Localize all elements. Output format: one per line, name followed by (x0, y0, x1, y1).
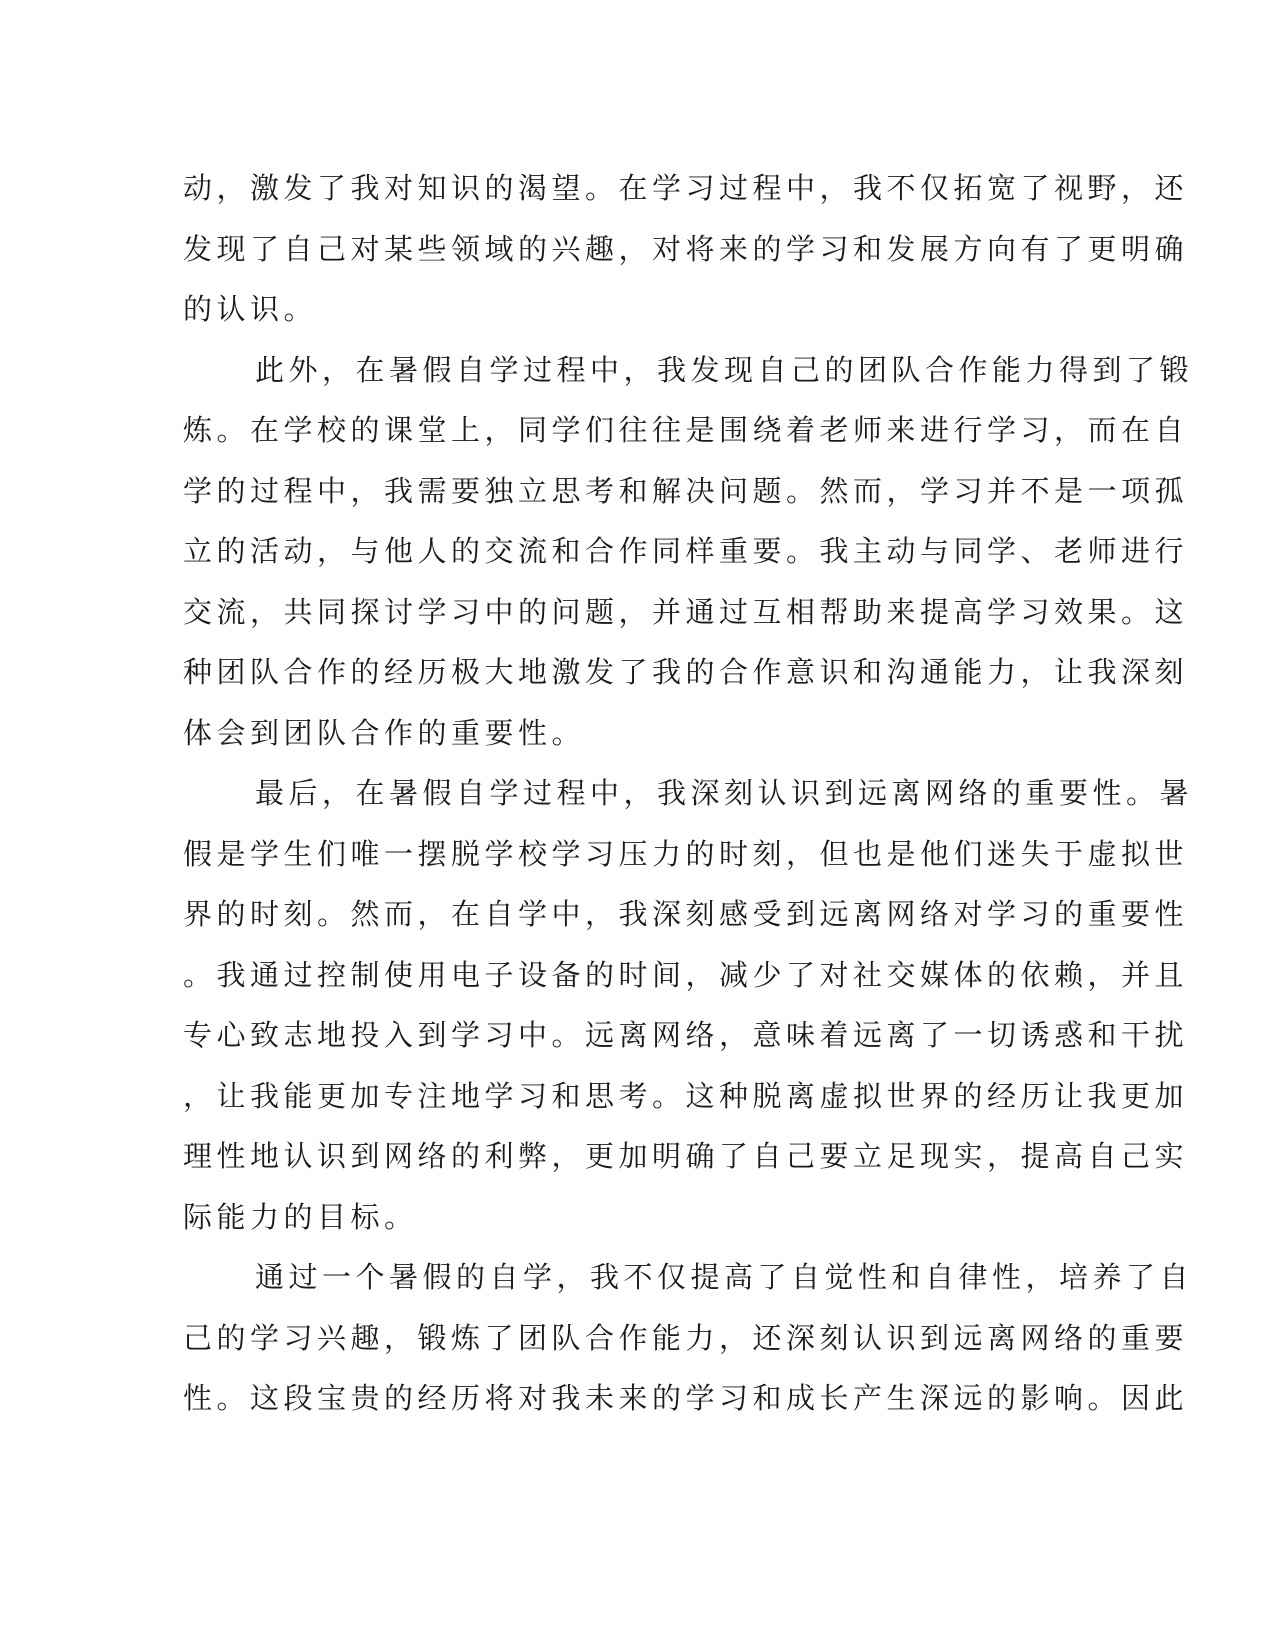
text-line: 际能力的目标。 (183, 1199, 418, 1234)
text-line: 理性地认识到网络的利弊，更加明确了自己要立足现实，提高自己实 (183, 1139, 1189, 1173)
text-line: 己的学习兴趣，锻炼了团队合作能力，还深刻认识到远离网络的重要 (183, 1320, 1189, 1355)
text-line: 学的过程中，我需要独立思考和解决问题。然而，学习并不是一项孤 (183, 473, 1189, 508)
text-line: 界的时刻。然而，在自学中，我深刻感受到远离网络对学习的重要性 (183, 897, 1189, 931)
text-line: 。我通过控制使用电子设备的时间，减少了对社交媒体的依赖，并且 (183, 957, 1189, 992)
body-text (183, 158, 1194, 1429)
text-line: 体会到团队合作的重要性。 (183, 715, 586, 750)
text-line: 交流，共同探讨学习中的问题，并通过互相帮助来提高学习效果。这 (183, 594, 1189, 629)
text-line: 假是学生们唯一摆脱学校学习压力的时刻，但也是他们迷失于虚拟世 (183, 836, 1189, 871)
text-line: 发现了自己对某些领域的兴趣，对将来的学习和发展方向有了更明确 (183, 231, 1189, 266)
paragraph-first-line: 通过一个暑假的自学，我不仅提高了自觉性和自律性，培养了自 (255, 1260, 1194, 1294)
text-line: ，让我能更加专注地学习和思考。这种脱离虚拟世界的经历让我更加 (183, 1078, 1189, 1113)
text-line: 性。这段宝贵的经历将对我未来的学习和成长产生深远的影响。因此 (183, 1381, 1189, 1415)
text-line: 动，激发了我对知识的渴望。在学习过程中，我不仅拓宽了视野，还 (183, 171, 1189, 205)
paragraph-first-line: 最后，在暑假自学过程中，我深刻认识到远离网络的重要性。暑 (255, 776, 1194, 810)
text-line: 种团队合作的经历极大地激发了我的合作意识和沟通能力，让我深刻 (183, 655, 1189, 689)
text-line: 的认识。 (183, 292, 318, 326)
text-line: 炼。在学校的课堂上，同学们往往是围绕着老师来进行学习，而在自 (183, 413, 1189, 447)
text-line: 立的活动，与他人的交流和合作同样重要。我主动与同学、老师进行 (183, 534, 1189, 568)
text-line: 专心致志地投入到学习中。远离网络，意味着远离了一切诱惑和干扰 (183, 1018, 1189, 1052)
paragraph-first-line: 此外，在暑假自学过程中，我发现自己的团队合作能力得到了锻 (255, 352, 1194, 387)
